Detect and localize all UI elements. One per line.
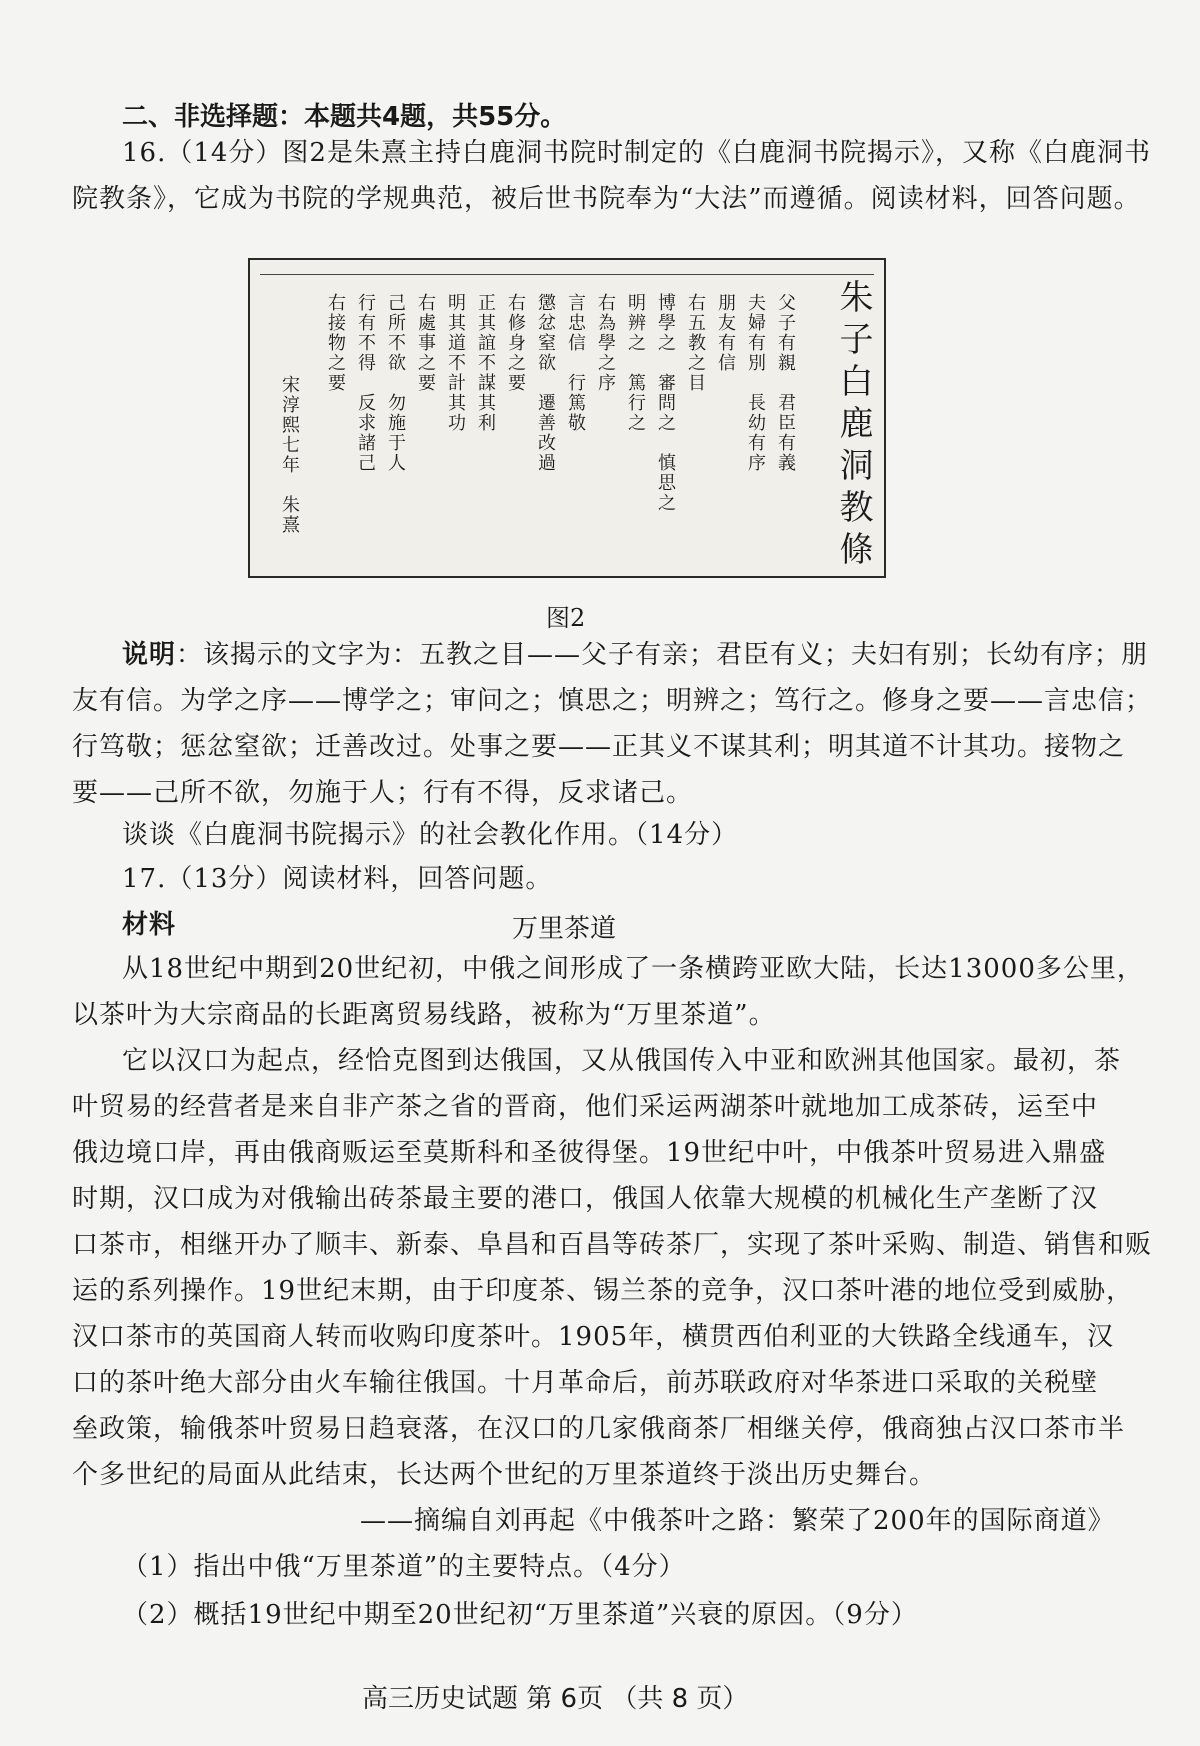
- inscription-col-7: 右為學之序: [595, 293, 616, 393]
- figure-2-inscription: [248, 258, 886, 578]
- inscription-col-11: 正其誼不謀其利: [475, 293, 496, 433]
- inscription-col-15: 行有不得 反求諸己: [355, 293, 376, 473]
- inscription-col-13: 右處事之要: [415, 293, 436, 393]
- note-line-1: [122, 638, 1148, 672]
- inscription-col-8: 言忠信 行篤敬: [565, 293, 586, 433]
- material-line-10: 口的茶叶绝大部分由火车输往俄国。十月革命后，前苏联政府对华茶进口采取的关税壁: [72, 1368, 1099, 1398]
- inscription-col-4: 右五教之目: [685, 293, 706, 393]
- note-text-1: ：该揭示的文字为：五教之目——父子有亲；君臣有义；夫妇有别；长幼有序；朋: [176, 640, 1149, 670]
- inscription-col-12: 明其道不計其功: [445, 293, 466, 433]
- inscription-col-16: 右接物之要: [325, 293, 346, 393]
- inscription-col-14: 己所不欲 勿施于人: [385, 293, 406, 473]
- q17-sub-question-1: （1）指出中俄“万里茶道”的主要特点。（4分）: [122, 1552, 686, 1582]
- q16-question: 谈谈《白鹿洞书院揭示》的社会教化作用。（14分）: [122, 820, 739, 850]
- note-line-2: 友有信。为学之序——博学之；审问之；慎思之；明辨之；笃行之。修身之要——言忠信；: [72, 686, 1153, 716]
- material-line-2: 以茶叶为大宗商品的长距离贸易线路，被称为“万里茶道”。: [72, 1000, 776, 1030]
- material-line-8: 运的系列操作。19世纪末期，由于印度茶、锡兰茶的竞争，汉口茶叶港的地位受到威胁，: [72, 1276, 1134, 1306]
- material-label: 材料: [122, 910, 177, 940]
- material-line-1: 从18世纪中期到20世纪初，中俄之间形成了一条横跨亚欧大陆，长达13000多公里，: [122, 954, 1144, 984]
- inscription-col-5: 博學之 審問之 慎思之: [655, 293, 676, 513]
- section-heading: 二、非选择题：本题共4题，共55分。: [122, 102, 567, 132]
- material-line-9: 汉口茶市的英国商人转而收购印度茶叶。1905年，横贯西伯利亚的大铁路全线通车，汉: [72, 1322, 1115, 1352]
- inscription-signature: 宋淳熙七年 朱熹: [279, 375, 300, 535]
- inscription-col-1: 父子有親 君臣有義: [775, 293, 796, 473]
- inscription-col-2: 夫婦有別 長幼有序: [745, 293, 766, 473]
- inscription-panel: [260, 274, 874, 573]
- note-label: 说明: [122, 640, 177, 670]
- material-line-7: 口茶市，相继开办了顺丰、新泰、阜昌和百昌等砖茶厂，实现了茶叶采购、制造、销售和贩: [72, 1230, 1153, 1260]
- material-line-5: 俄边境口岸，再由俄商贩运至莫斯科和圣彼得堡。19世纪中叶，中俄茶叶贸易进入鼎盛: [72, 1138, 1107, 1168]
- inscription-col-6: 明辨之 篤行之: [625, 293, 646, 433]
- material-line-4: 叶贸易的经营者是来自非产茶之省的晋商，他们采运两湖茶叶就地加工成茶砖，运至中: [72, 1092, 1099, 1122]
- material-source: ——摘编自刘再起《中俄茶叶之路：繁荣了200年的国际商道》: [360, 1506, 1115, 1536]
- note-line-4: 要——己所不欲，勿施于人；行有不得，反求诸己。: [72, 778, 694, 808]
- inscription-col-10: 右修身之要: [505, 293, 526, 393]
- q16-intro-line-2: 院教条》，它成为书院的学规典范，被后世书院奉为“大法”而遵循。阅读材料，回答问题。: [72, 184, 1141, 214]
- page-footer: 高三历史试题 第 6页 （共 8 页）: [362, 1684, 749, 1714]
- material-line-3: 它以汉口为起点，经恰克图到达俄国，又从俄国传入中亚和欧洲其他国家。最初，茶: [122, 1046, 1122, 1076]
- material-line-11: 垒政策，输俄茶叶贸易日趋衰落，在汉口的几家俄商茶厂相继关停，俄商独占汉口茶市半: [72, 1414, 1126, 1444]
- inscription-col-3: 朋友有信: [715, 293, 736, 373]
- inscription-col-9: 懲忿窒欲 遷善改過: [535, 293, 556, 473]
- material-title: 万里茶道: [512, 914, 617, 944]
- material-line-6: 时期，汉口成为对俄输出砖茶最主要的港口，俄国人依靠大规模的机械化生产垄断了汉: [72, 1184, 1099, 1214]
- q17-sub-question-2: （2）概括19世纪中期至20世纪初“万里茶道”兴衰的原因。（9分）: [122, 1600, 918, 1630]
- material-line-12: 个多世纪的局面从此结束，长达两个世纪的万里茶道终于淡出历史舞台。: [72, 1460, 937, 1490]
- note-line-3: 行笃敬；惩忿窒欲；迁善改过。处事之要——正其义不谋其利；明其道不计其功。接物之: [72, 732, 1126, 762]
- q17-intro: 17.（13分）阅读材料，回答问题。: [122, 864, 553, 894]
- inscription-title: 朱子白鹿洞教條: [833, 279, 873, 573]
- figure-caption: 图2: [546, 604, 586, 632]
- q16-intro-line-1: 16.（14分）图2是朱熹主持白鹿洞书院时制定的《白鹿洞书院揭示》，又称《白鹿洞书: [122, 138, 1151, 168]
